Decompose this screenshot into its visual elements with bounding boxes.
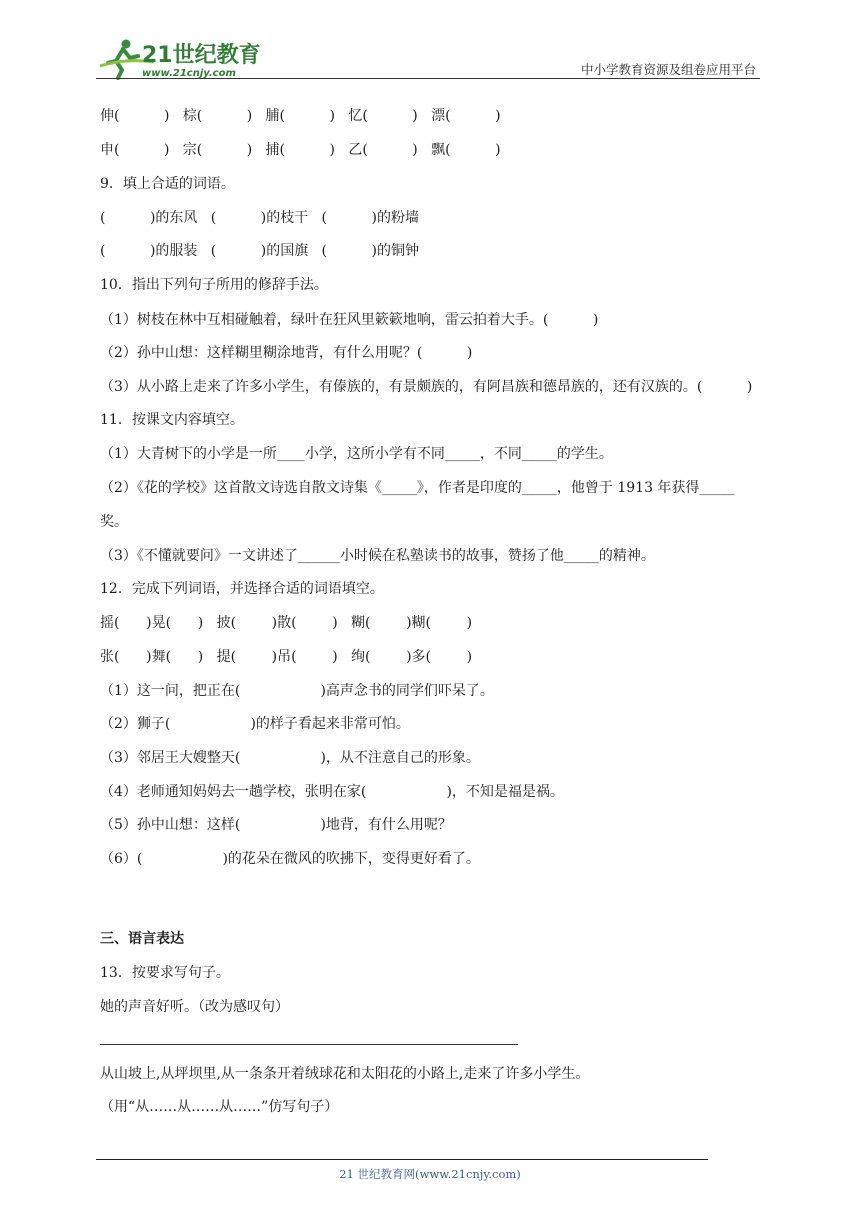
q9-row-2: ( )的服装 ( )的国旗 ( )的铜钟	[100, 243, 419, 259]
logo-url: www.21cnjy.com	[142, 68, 236, 79]
site-logo	[96, 36, 266, 80]
char-row-1: 伸( ) 棕( ) 脯( ) 忆( ) 漂( )	[100, 108, 501, 124]
q12-item-1: （1）这一问，把正在( )高声念书的同学们吓呆了。	[100, 683, 494, 699]
question-13-title: 13．按要求写句子。	[100, 965, 230, 981]
q12-item-5: （5）孙中山想：这样( )地背，有什么用呢？	[100, 817, 452, 833]
section-3-heading: 三、语言表达	[100, 931, 184, 947]
q13-prompt-1: 她的声音好听。（改为感叹句）	[100, 999, 289, 1015]
q12-item-4: （4）老师通知妈妈去一趟学校，张明在家( )，不知是福是祸。	[100, 784, 564, 800]
question-11-title: 11．按课文内容填空。	[100, 412, 244, 428]
question-9-title: 9．填上合适的词语。	[100, 176, 235, 192]
q11-item-2-cont: 奖。	[100, 514, 128, 530]
q10-item-2: （2）孙中山想：这样糊里糊涂地背，有什么用呢？( )	[100, 345, 473, 361]
char-row-2: 申( ) 宗( ) 捕( ) 乙( ) 飘( )	[100, 142, 501, 158]
q12-words-2: 张( )舞( ) 提( )吊( ) 绚( )多( )	[100, 649, 473, 665]
question-10-title: 10．指出下列句子所用的修辞手法。	[100, 277, 328, 293]
q11-item-1: （1）大青树下的小学是一所____小学，这所小学有不同_____，不同_____的学生。	[100, 446, 613, 462]
q12-words-1: 摇( )晃( ) 披( )散( ) 糊( )糊( )	[100, 615, 473, 631]
q13-instruction: （用“从……从……从……”仿写句子）	[100, 1099, 339, 1115]
q11-item-2: （2）《花的学校》这首散文诗选自散文诗集《_____》，作者是印度的_____，他曾于 1913 年获得_____	[100, 480, 735, 496]
q12-item-3: （3）邻居王大嫂整天( )，从不注意自己的形象。	[100, 750, 480, 766]
q12-item-6: （6）( )的花朵在微风的吹拂下，变得更好看了。	[100, 851, 480, 867]
q11-item-3: （3）《不懂就要问》一文讲述了______小时候在私塾读书的故事，赞扬了他_____的精神。	[100, 548, 655, 564]
answer-line	[100, 1044, 518, 1045]
q9-row-1: ( )的东风 ( )的枝干 ( )的粉墙	[100, 210, 419, 226]
logo-title: 21世纪教育	[142, 43, 261, 68]
footer-divider	[96, 1159, 708, 1160]
header-divider	[96, 78, 760, 79]
q10-item-3: （3）从小路上走来了许多小学生，有傣族的，有景颇族的，有阿昌族和德昂族的，还有汉族的。( )	[100, 379, 753, 395]
q10-item-1: （1）树枝在林中互相碰触着，绿叶在狂风里簌簌地响，雷云拍着大手。( )	[100, 312, 599, 328]
question-12-title: 12．完成下列词语，并选择合适的词语填空。	[100, 581, 384, 597]
q13-prompt-2: 从山坡上,从坪坝里,从一条条开着绒球花和太阳花的小路上,走来了许多小学生。	[100, 1066, 590, 1082]
q12-item-2: （2）狮子( )的样子看起来非常可怕。	[100, 716, 410, 732]
footer-source: 21 世纪教育网(www.21cnjy.com)	[339, 1167, 521, 1181]
platform-name: 中小学教育资源及组卷应用平台	[580, 62, 756, 77]
